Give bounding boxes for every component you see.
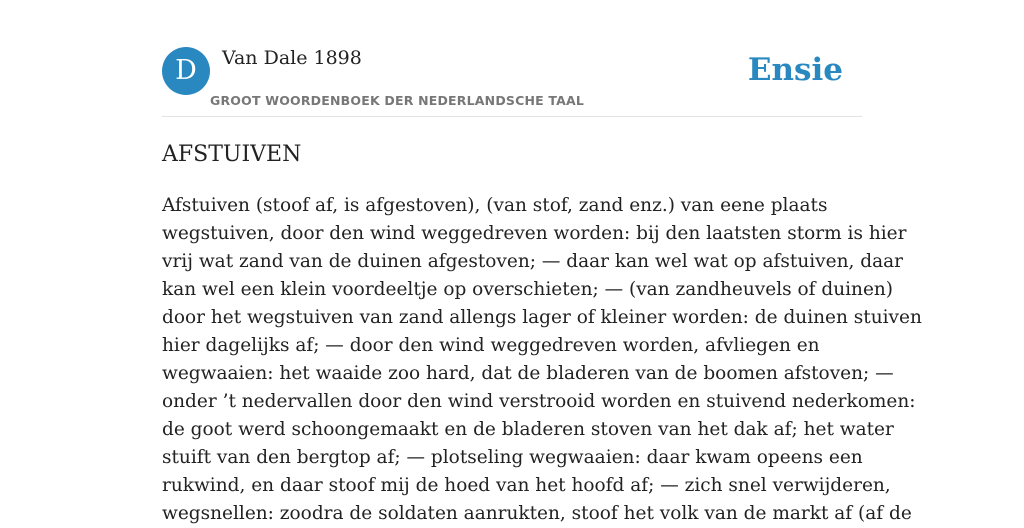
brand-logo[interactable]: Ensie — [747, 52, 843, 88]
definition-line: onder ’t nedervallen door den wind verstrooid worden en stuivend nederkomen: — [162, 391, 916, 412]
entry-definition — [162, 192, 922, 528]
definition-line: hier dagelijks af; — door den wind weggedreven worden, afvliegen en — [162, 335, 820, 356]
definition-line: de goot werd schoongemaakt en de bladeren stoven van het dak af; het water — [162, 419, 894, 440]
definition-line: door het wegstuiven van zand allengs lager of kleiner worden: de duinen stuiven — [162, 307, 922, 328]
definition-line: Afstuiven (stoof af, is afgestoven), (van stof, zand enz.) van eene plaats — [162, 195, 828, 216]
definition-line: rukwind, en daar stoof mij de hoed van het hoofd af; — zich snel verwijderen, — [162, 475, 891, 496]
entry-headword: AFSTUIVEN — [162, 142, 302, 167]
definition-line: wegsnellen: zoodra de soldaten aanrukten, stoof het volk van de markt af (af de — [162, 503, 912, 524]
definition-line: vrij wat zand van de duinen afgestoven; — daar kan wel wat op afstuiven, daar — [162, 251, 903, 272]
dictionary-subtitle: GROOT WOORDENBOEK DER NEDERLANDSCHE TAAL — [210, 93, 585, 108]
dictionary-title[interactable]: Van Dale 1898 — [222, 47, 362, 69]
definition-line: wegstuiven, door den wind weggedreven worden: bij den laatsten storm is hier — [162, 223, 907, 244]
definition-line: stuift van den bergtop af; — plotseling wegwaaien: daar kwam opeens een — [162, 447, 863, 468]
definition-line: kan wel een klein voordeeltje op overschieten; — (van zandheuvels of duinen) — [162, 279, 894, 300]
definition-line: wegwaaien: het waaide zoo hard, dat de bladeren van de boomen afstoven; — — [162, 363, 894, 384]
dictionary-header — [162, 46, 862, 117]
dictionary-avatar[interactable]: D — [162, 47, 210, 95]
